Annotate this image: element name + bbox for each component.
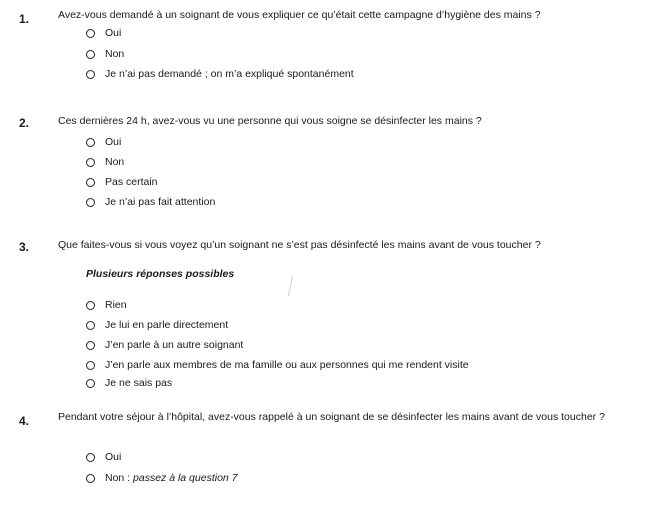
option-oui[interactable] — [86, 25, 121, 41]
option-label: Pas certain — [105, 176, 158, 188]
option-rien[interactable] — [86, 297, 127, 313]
option-label — [105, 472, 238, 484]
option-label: Rien — [105, 299, 127, 311]
option-label: Je ne sais pas — [105, 377, 173, 389]
option-label: Non — [105, 156, 125, 168]
question-text: Avez-vous demandé à un soignant de vous expliquer ce qu’était cette campagne d’hygiène des mains ? — [58, 9, 541, 21]
option-label: Je n’ai pas fait attention — [105, 196, 216, 208]
option-non-passez[interactable] — [86, 470, 238, 486]
option-label-main: Non : — [105, 472, 134, 484]
option-label: J’en parle à un autre soignant — [105, 339, 244, 351]
question-text: Pendant votre séjour à l’hôpital, avez-vous rappelé à un soignant de se désinfecter les mains avant de vous toucher ? — [58, 411, 605, 423]
question-text: Ces dernières 24 h, avez-vous vu une personne qui vous soigne se désinfecter les mains ? — [58, 115, 482, 127]
question-number: 4. — [19, 414, 30, 428]
radio-button[interactable] — [86, 138, 95, 147]
radio-button[interactable] — [86, 361, 95, 370]
radio-button[interactable] — [86, 70, 95, 79]
radio-button[interactable] — [86, 50, 95, 59]
option-oui[interactable] — [86, 449, 121, 465]
option-ne-sais-pas[interactable] — [86, 375, 172, 391]
question-text: Que faites-vous si vous voyez qu’un soignant ne s’est pas désinfecté les mains avant de vous toucher ? — [58, 239, 541, 251]
radio-button[interactable] — [86, 198, 95, 207]
option-pas-certain[interactable] — [86, 174, 158, 190]
text-cursor-mark — [288, 276, 293, 296]
radio-button[interactable] — [86, 301, 95, 310]
radio-button[interactable] — [86, 453, 95, 462]
radio-button[interactable] — [86, 341, 95, 350]
option-label: Je n’ai pas demandé ; on m’a expliqué spontanément — [105, 68, 354, 80]
option-pas-demande[interactable] — [86, 66, 354, 82]
radio-button[interactable] — [86, 158, 95, 167]
option-non[interactable] — [86, 46, 124, 62]
option-autre-soignant[interactable] — [86, 337, 243, 353]
question-number: 1. — [19, 12, 30, 26]
skip-instruction: passez à la question 7 — [133, 472, 238, 484]
option-famille-visiteurs[interactable] — [86, 357, 469, 373]
option-parle-directement[interactable] — [86, 317, 228, 333]
option-pas-fait-attention[interactable] — [86, 194, 215, 210]
radio-button[interactable] — [86, 379, 95, 388]
option-label: Je lui en parle directement — [105, 319, 229, 331]
question-number: 2. — [19, 116, 30, 130]
option-label: Non — [105, 48, 125, 60]
option-label: J’en parle aux membres de ma famille ou aux personnes qui me rendent visite — [105, 359, 469, 371]
option-label: Oui — [105, 27, 122, 39]
multiple-answers-note: Plusieurs réponses possibles — [86, 268, 235, 280]
radio-button[interactable] — [86, 321, 95, 330]
radio-button[interactable] — [86, 29, 95, 38]
question-number: 3. — [19, 240, 30, 254]
option-label: Oui — [105, 451, 122, 463]
option-oui[interactable] — [86, 134, 121, 150]
radio-button[interactable] — [86, 178, 95, 187]
option-label: Oui — [105, 136, 122, 148]
option-non[interactable] — [86, 154, 124, 170]
radio-button[interactable] — [86, 474, 95, 483]
